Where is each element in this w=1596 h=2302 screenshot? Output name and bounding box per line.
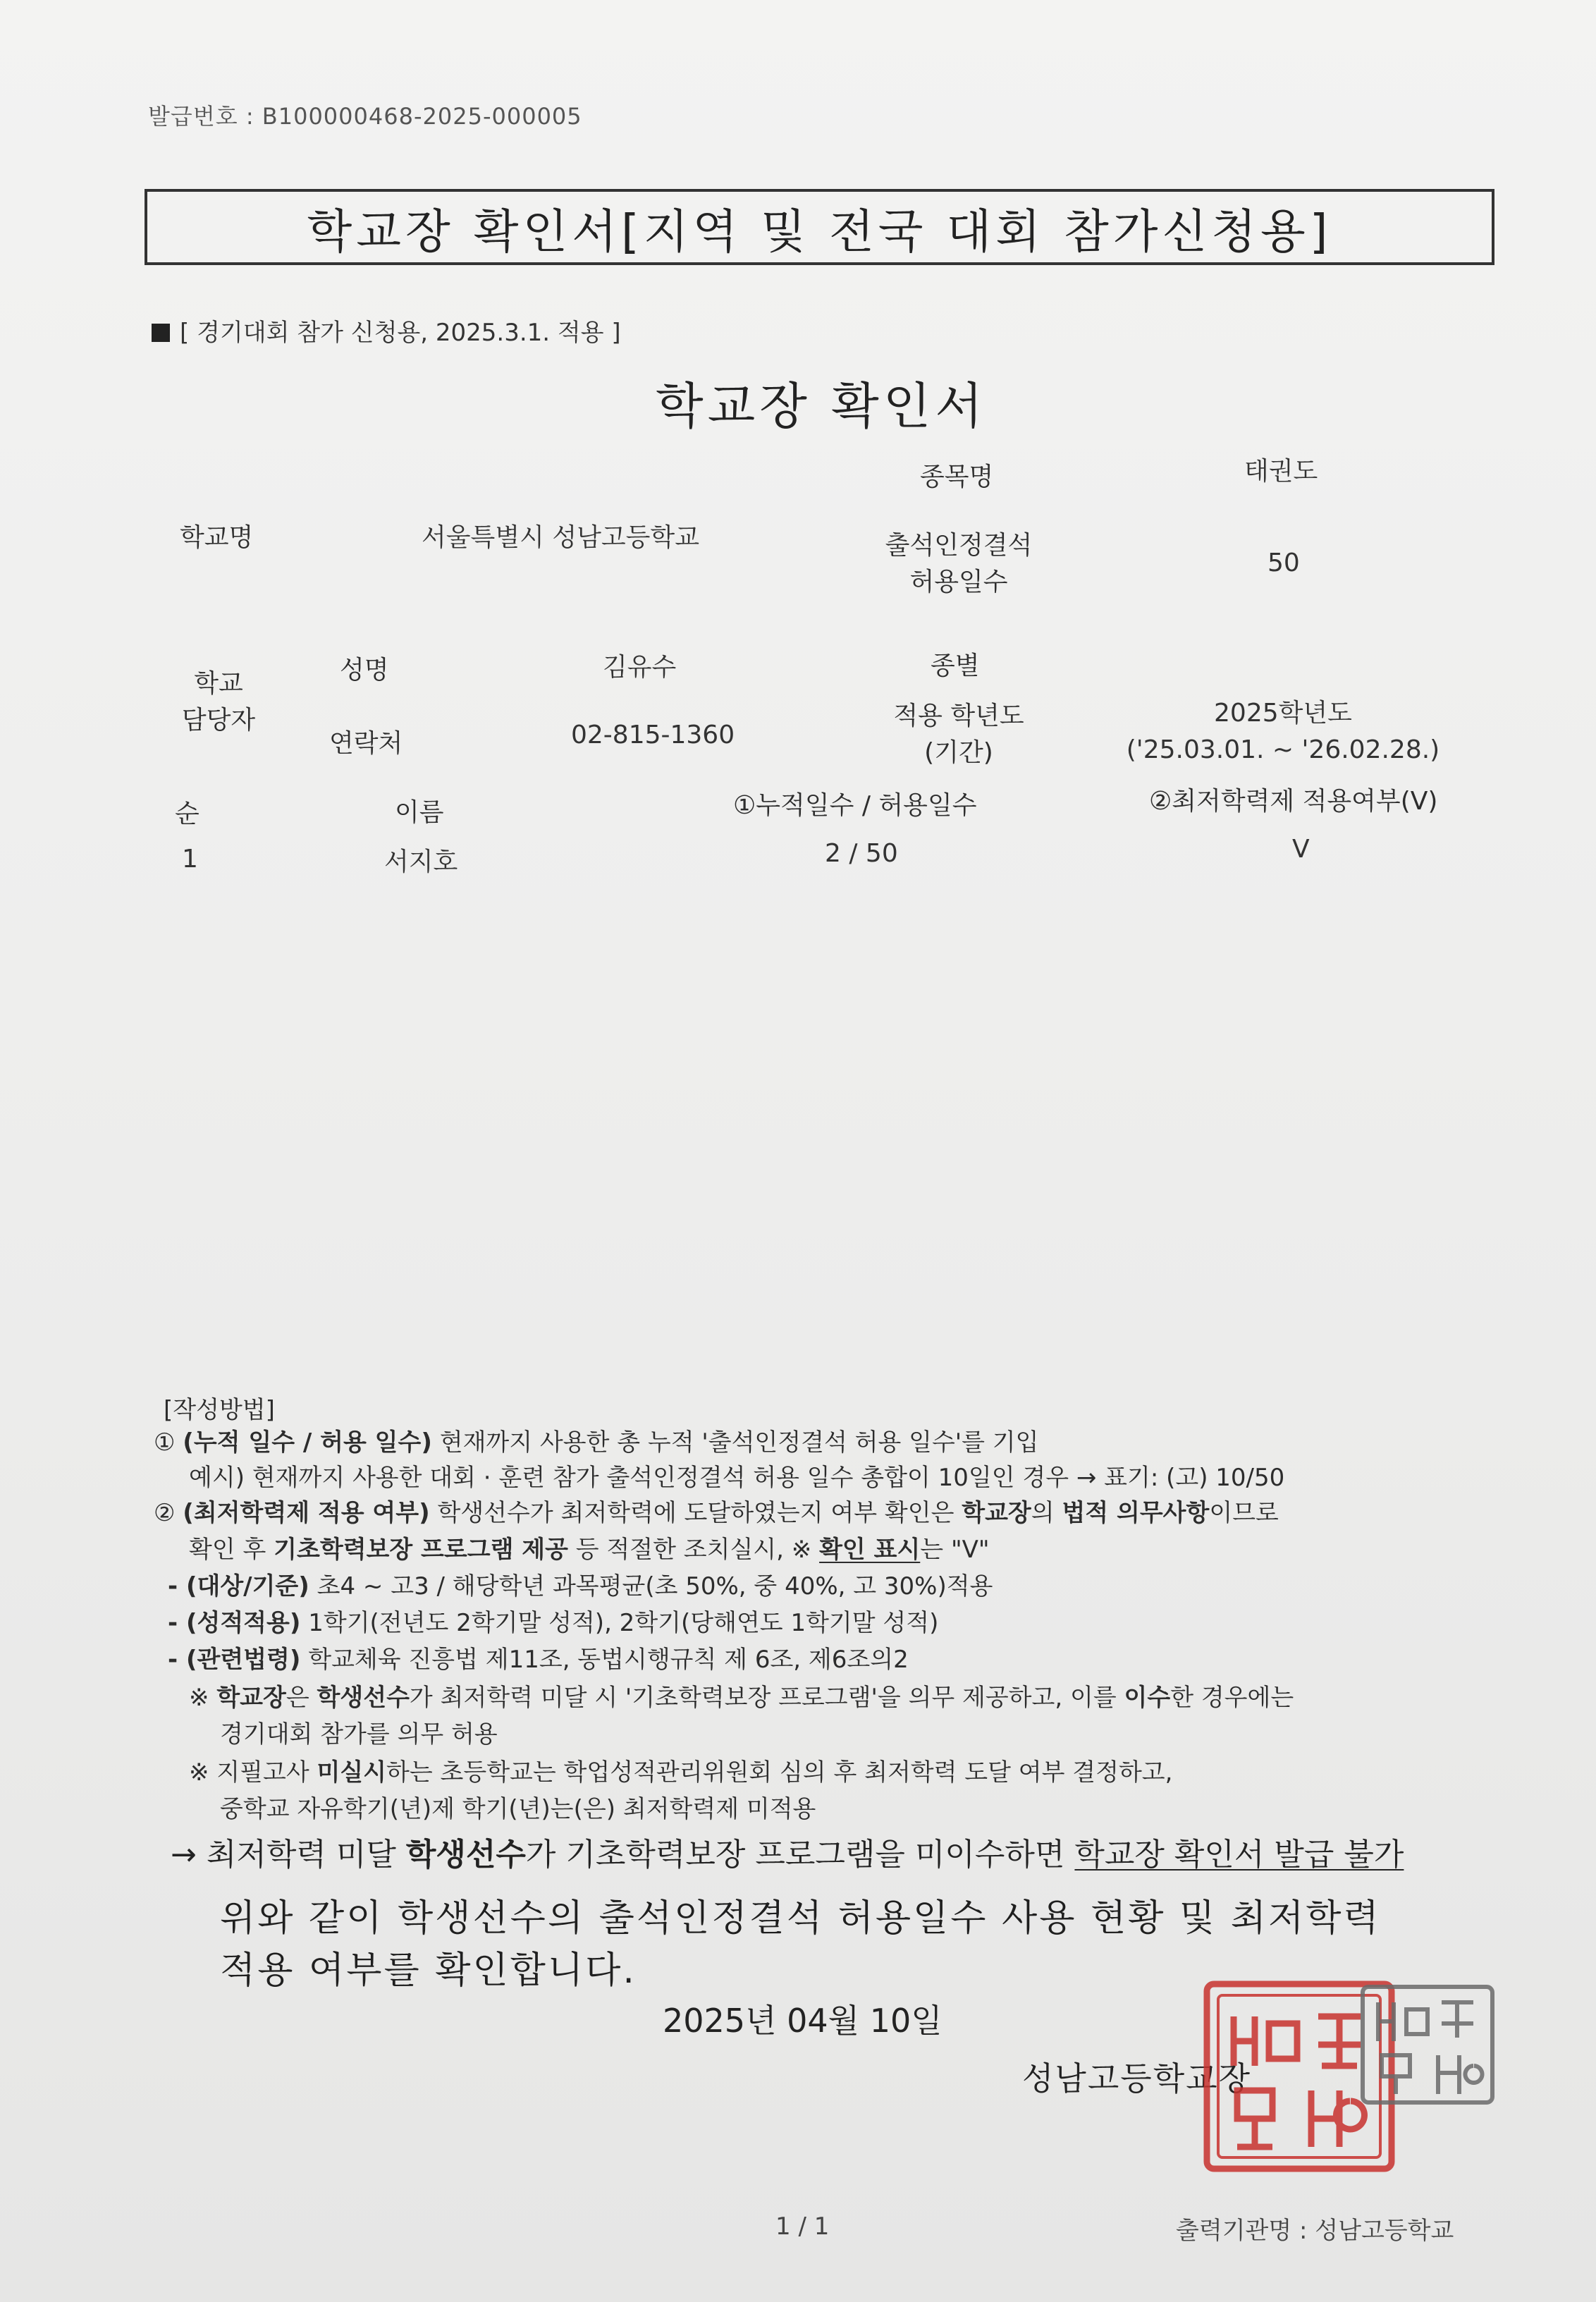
guide-heading: [작성방법] <box>164 1396 275 1424</box>
school-value: 서울특별시 성남고등학교 <box>422 523 699 552</box>
academic-year-label <box>846 698 1072 771</box>
year-value-line-2: ('25.03.01. ~ '26.02.28.) <box>1126 735 1440 765</box>
guide-l8-text-3: 한 경우에는 <box>1170 1684 1294 1712</box>
guide-line-11: 중학교 자유학기(년)제 학기(년)는(은) 최저학력제 미적용 <box>220 1795 816 1823</box>
footer-issuer: 출력기관명 : 성남고등학교 <box>1176 2217 1454 2245</box>
issue-date: 2025년 04월 10일 <box>663 2002 943 2040</box>
guide-line-5 <box>168 1567 993 1601</box>
sport-label: 종목명 <box>920 463 994 491</box>
row-no: 1 <box>182 845 198 874</box>
year-label-line-1: 적용 학년도 <box>893 702 1024 730</box>
phone-label: 연락처 <box>329 729 403 758</box>
arrow-text-a: → 최저학력 미달 <box>171 1837 396 1873</box>
name-label: 성명 <box>340 656 389 685</box>
row-check: V <box>1292 835 1310 864</box>
school-contact-group <box>152 666 286 739</box>
arrow-text-c: 가 기초학력보장 프로그램을 미이수하면 <box>525 1837 1065 1873</box>
phone-value: 02-815-1360 <box>571 721 735 749</box>
guide-l8-mark: ※ <box>189 1684 209 1712</box>
guide-l6-text: 1학기(전년도 2학기말 성적), 2학기(당해연도 1학기말 성적) <box>308 1609 939 1637</box>
guide-line-8 <box>189 1678 1294 1713</box>
guide-line-6 <box>168 1603 938 1638</box>
guide-l10-bold: 미실시 <box>317 1758 387 1787</box>
absence-days-value: 50 <box>1267 549 1300 577</box>
guide-line-1 <box>154 1423 1038 1457</box>
table-header-min-academic: ②최저학력제 적용여부(V) <box>1149 787 1438 816</box>
guide-l3-text-a: 학생선수가 최저학력에 도달하였는지 여부 확인은 <box>437 1499 954 1527</box>
school-label: 학교명 <box>180 523 254 552</box>
year-label-line-2: (기간) <box>924 738 993 768</box>
footer-page-number: 1 / 1 <box>775 2212 830 2241</box>
guide-l4-text-b: 등 적절한 조치실시, ※ <box>575 1536 812 1564</box>
row-name: 서지호 <box>384 847 458 876</box>
year-value-line-1: 2025학년도 <box>1214 699 1352 728</box>
guide-l6-bold: - (성적적용) <box>168 1609 301 1637</box>
guide-l10-text-a: ※ 지필고사 <box>189 1758 309 1787</box>
guide-line-7 <box>168 1640 909 1675</box>
guide-l1-text: 현재까지 사용한 총 누적 '출석인정결석 허용 일수'를 기입 <box>439 1428 1039 1457</box>
guide-l3-bold-b: 학교장 <box>962 1499 1031 1527</box>
circle-one: ① <box>154 1428 176 1457</box>
warning-arrow-line <box>171 1829 1404 1874</box>
table-header-no: 순 <box>175 800 200 828</box>
document-title-box <box>145 189 1494 265</box>
name-value: 김유수 <box>603 653 677 682</box>
absence-days-label <box>853 527 1064 601</box>
guide-line-3 <box>154 1493 1279 1528</box>
table-header-days: ①누적일수 / 허용일수 <box>733 791 977 820</box>
absence-label-line-1: 출석인정결석 <box>885 531 1033 560</box>
guide-l8-bold-2: 학생선수 <box>317 1684 410 1712</box>
confirm-line-1: 위와 같이 학생선수의 출석인정결석 허용일수 사용 현황 및 최저학력 <box>220 1897 1381 1940</box>
row-days: 2 / 50 <box>825 839 898 868</box>
confirm-line-2: 적용 여부를 확인합니다. <box>220 1949 637 1992</box>
contact-group-line-2: 담당자 <box>181 706 256 735</box>
guide-l8-bold-3: 이수 <box>1124 1684 1171 1712</box>
guide-l3-text-c: 이므로 <box>1209 1499 1279 1527</box>
table-header-name: 이름 <box>395 798 444 827</box>
contact-group-line-1: 학교 <box>194 669 243 698</box>
category-label: 종별 <box>931 651 980 680</box>
guide-line-9: 경기대회 참가를 의무 허용 <box>220 1720 498 1749</box>
guide-line-2: 예시) 현재까지 사용한 대회 · 훈련 참가 출석인정결석 허용 일수 총합이 10일인 경우 → 표기: (고) 10/50 <box>189 1464 1285 1492</box>
guide-l4-text-a: 확인 후 <box>189 1536 266 1564</box>
guide-l5-text: 초4 ~ 고3 / 해당학년 과목평균(초 50%, 중 40%, 고 30%)적용 <box>317 1572 993 1600</box>
guide-l8-bold-1: 학교장 <box>216 1684 286 1712</box>
sport-value: 태권도 <box>1244 457 1318 486</box>
academic-year-value <box>1100 695 1466 769</box>
guide-l1-bold: (누적 일수 / 허용 일수) <box>183 1428 432 1457</box>
guide-l7-text: 학교체육 진흥법 제11조, 동법시행규칙 제 6조, 제6조의2 <box>308 1646 909 1674</box>
guide-l4-text-c: 는 "V" <box>920 1536 990 1564</box>
document-title: 학교장 확인서[지역 및 전국 대회 참가신청용] <box>307 204 1332 259</box>
guide-l8-text-1: 은 <box>286 1684 309 1712</box>
guide-l3-bold-c: 법적 의무사항 <box>1062 1499 1210 1527</box>
guide-l4-bold-a: 기초학력보장 프로그램 제공 <box>274 1536 568 1564</box>
school-seal-gray-icon <box>1357 1981 1498 2108</box>
guide-l4-bold-b: 확인 표시 <box>819 1536 921 1564</box>
guide-line-10 <box>189 1753 1172 1787</box>
notice-text: [ 경기대회 참가 신청용, 2025.3.1. 적용 ] <box>180 319 621 347</box>
absence-label-line-2: 허용일수 <box>909 568 1008 597</box>
guide-l7-bold: - (관련법령) <box>168 1646 301 1674</box>
arrow-bold-b: 학생선수 <box>405 1837 526 1873</box>
guide-line-4 <box>189 1530 990 1565</box>
application-notice <box>152 313 621 348</box>
guide-l3-bold: (최저학력제 적용 여부) <box>183 1499 430 1527</box>
guide-l5-bold: - (대상/기준) <box>168 1572 309 1600</box>
issue-number: 발급번호 : B100000468-2025-000005 <box>148 103 582 130</box>
guide-l8-text-2: 가 최저학력 미달 시 '기초학력보장 프로그램'을 의무 제공하고, 이를 <box>409 1684 1117 1712</box>
circle-two: ② <box>154 1499 176 1527</box>
guide-l3-text-b: 의 <box>1031 1499 1055 1527</box>
guide-l10-text: 하는 초등학교는 학업성적관리위원회 심의 후 최저학력 도달 여부 결정하고, <box>386 1758 1173 1787</box>
principal-name: 성남고등학교장 <box>1022 2059 1252 2098</box>
arrow-underlined-d: 학교장 확인서 발급 불가 <box>1074 1837 1404 1873</box>
main-title: 학교장 확인서 <box>656 377 987 435</box>
square-bullet-icon <box>152 324 170 342</box>
